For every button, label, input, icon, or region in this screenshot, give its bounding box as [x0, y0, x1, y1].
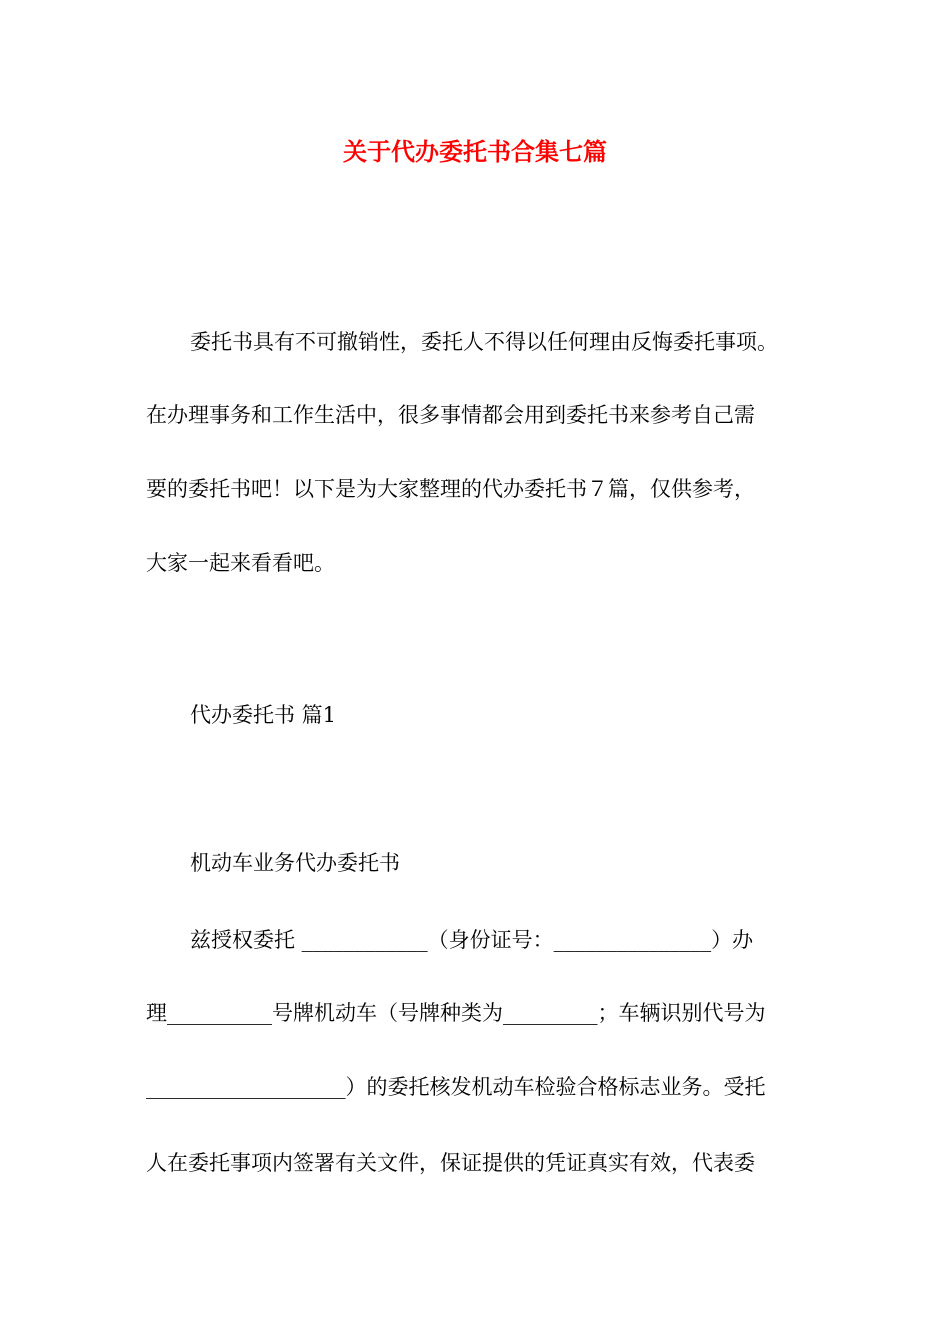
- sub-heading: 机动车业务代办委托书: [190, 851, 400, 875]
- body-line-4: 人在委托事项内签署有关文件，保证提供的凭证真实有效，代表委: [146, 1151, 755, 1175]
- intro-line-2: 在办理事务和工作生活中，很多事情都会用到委托书来参考自己需: [146, 403, 755, 427]
- body-line-2: 理__________号牌机动车（号牌种类为_________；车辆识别代号为: [146, 1001, 766, 1025]
- body-line-1: 兹授权委托 ____________（身份证号：_______________）办: [190, 928, 754, 952]
- document-title: 关于代办委托书合集七篇: [343, 138, 607, 166]
- intro-line-4: 大家一起来看看吧。: [146, 551, 335, 575]
- intro-line-1: 委托书具有不可撤销性，委托人不得以任何理由反悔委托事项。: [190, 330, 778, 354]
- section-heading: 代办委托书 篇1: [190, 703, 337, 727]
- body-line-3: ___________________）的委托核发机动车检验合格标志业务。受托: [146, 1075, 766, 1099]
- intro-line-3: 要的委托书吧！以下是为大家整理的代办委托书７篇，仅供参考，: [146, 477, 755, 501]
